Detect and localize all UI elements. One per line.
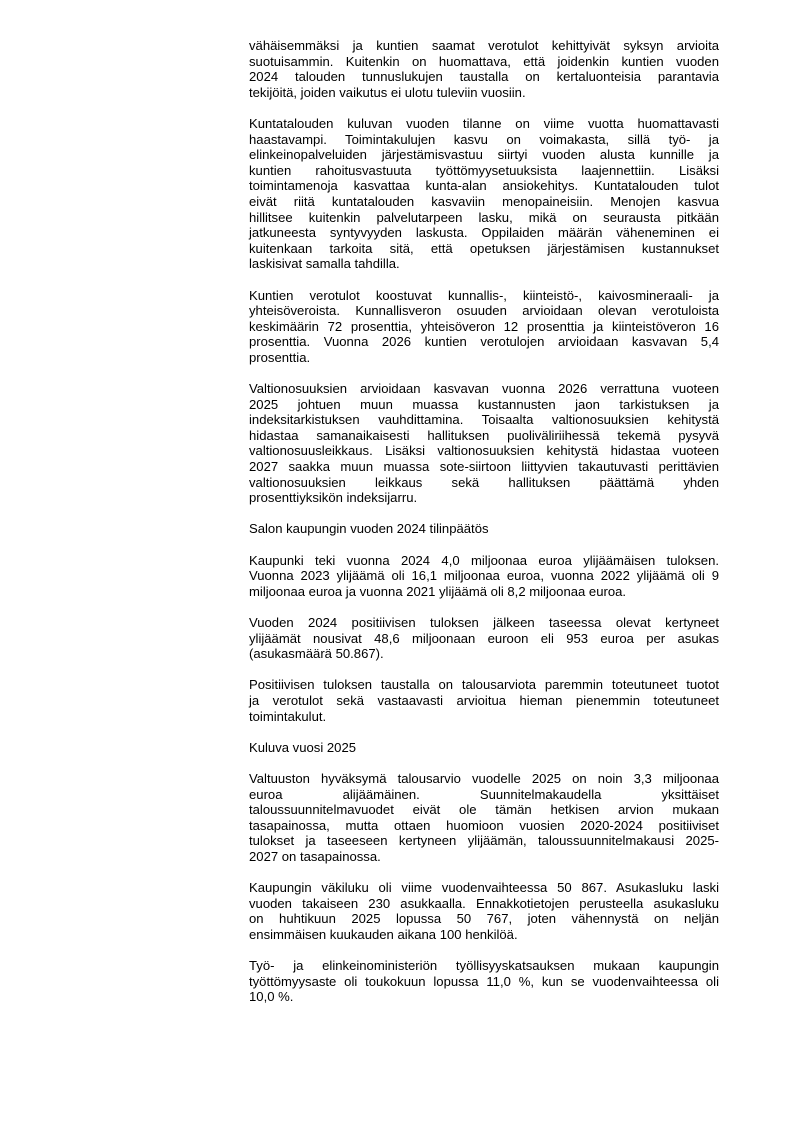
text-line: Kaupungin väkiluku oli viime vuodenvaihteessa 50 867. Asukasluku laski	[249, 880, 719, 896]
text-line: haastavampi. Toimintakulujen kasvu on voimakasta, sillä työ- ja	[249, 131, 719, 147]
text-line: miljoonaa euroa ja vuonna 2021 ylijäämä oli 8,2 miljoonaa euroa.	[249, 583, 627, 599]
paragraph	[249, 958, 719, 1005]
text-line: hillitsee kuitenkin palvelutarpeen lasku, mikä on seurausta pitkään	[249, 209, 719, 225]
text-line: 2027 saakka muun muassa sote-siirtoon liittyvien takautuvasti perittävien	[249, 459, 719, 475]
text-line: ylijäämät nousivat 48,6 miljoonaan euroon eli 953 euroa per asukas	[249, 630, 719, 646]
body-text-column	[249, 38, 719, 1020]
paragraph	[249, 771, 719, 865]
text-line: tulokset ja taseeseen kertyneen ylijäämän, taloussuunnitelmakausi 2025-	[249, 833, 719, 849]
text-line: hidastaa samanaikaisesti hallituksen puoliväliriihessä tekemä pysyvä	[249, 427, 719, 443]
text-line: prosenttiyksikön indeksijarru.	[249, 490, 418, 506]
text-line: Vuoden 2024 positiivisen tuloksen jälkeen taseessa olevat kertyneet	[249, 614, 719, 630]
text-line: Työ- ja elinkeinoministeriön työllisyyskatsauksen mukaan kaupungin	[249, 958, 719, 974]
text-line: toimintakulut.	[249, 708, 327, 724]
text-line: vähäisemmäksi ja kuntien saamat verotulot kehittyivät syksyn arvioita	[249, 38, 719, 53]
paragraph	[249, 381, 719, 506]
text-line: valtionosuuksien leikkaus sekä hallituksen päättämä yhden	[249, 474, 719, 490]
text-line: vuoden takaiseen 230 asukkaalla. Ennakkotietojen perusteella asukasluku	[249, 895, 719, 911]
paragraph	[249, 553, 719, 600]
text-line: Salon kaupungin vuoden 2024 tilinpäätös	[249, 521, 489, 537]
text-line: kuntien rahoitusvastuuta työttömyysetuuksista laajennettiin. Lisäksi	[249, 162, 719, 178]
text-line: on huhtikuun 2025 lopussa 50 767, joten vähennystä on neljän	[249, 911, 719, 927]
text-line: Positiivisen tuloksen taustalla on talousarviota paremmin toteutuneet tuotot	[249, 677, 719, 693]
text-line: yhteisöveroista. Kunnallisveron osuuden arvioidaan olevan verotuloista	[249, 303, 719, 319]
text-line: 2024 talouden tunnuslukujen taustalla on kertaluonteisia parantavia	[249, 69, 719, 85]
text-line: jatkuneesta syntyvyyden laskusta. Oppilaiden määrän väheneminen ei	[249, 225, 719, 241]
text-line: prosenttia.	[249, 349, 311, 365]
text-line: Kaupunki teki vuonna 2024 4,0 miljoonaa euroa ylijäämäisen tuloksen.	[249, 552, 719, 568]
paragraph	[249, 288, 719, 366]
text-line: taloussuunnitelmavuodet eivät ole tämän hetkisen arvion mukaan	[249, 802, 719, 818]
text-line: ensimmäisen kuukauden aikana 100 henkilöä.	[249, 926, 518, 942]
paragraph	[249, 677, 719, 724]
text-line: 2025 johtuen muun muassa kustannusten jaon tarkistuksen ja	[249, 396, 719, 412]
text-line: elinkeinopalveluiden järjestämisvastuu siirtyi vuoden alusta kunnille ja	[249, 147, 719, 163]
text-line: tekijöitä, joiden vaikutus ei ulotu tuleviin vuosiin.	[249, 84, 526, 100]
text-line: Kuluva vuosi 2025	[249, 739, 357, 755]
text-line: Valtionosuuksien arvioidaan kasvavan vuonna 2026 verrattuna vuoteen	[249, 381, 719, 397]
text-line: kuitenkaan tarkoita sitä, että opetuksen järjestämisen kustannukset	[249, 240, 719, 256]
text-line: Valtuuston hyväksymä talousarvio vuodelle 2025 on noin 3,3 miljoonaa	[249, 770, 719, 786]
text-line: tasapainossa, mutta ottaen huomioon vuosien 2020-2024 positiiviset	[249, 817, 719, 833]
text-line: indeksitarkistuksen vauhdittamina. Toisaalta valtionosuuksien kehitystä	[249, 412, 719, 428]
text-line: laskisivat samalla tahdilla.	[249, 256, 400, 272]
text-line: (asukasmäärä 50.867).	[249, 646, 384, 662]
section-heading	[249, 740, 719, 756]
text-line: suotuisammin. Kuitenkin on huomattava, että joidenkin kuntien vuoden	[249, 53, 719, 69]
text-line: ja verotulot sekä vastaavasti arvioitua hieman pienemmin toteutuneet	[249, 692, 719, 708]
text-line: Kuntatalouden kuluvan vuoden tilanne on viime vuotta huomattavasti	[249, 115, 719, 131]
text-line: eivät riitä kuntatalouden kasvaviin menopaineisiin. Menojen kasvua	[249, 193, 719, 209]
text-line: 10,0 %.	[249, 989, 294, 1005]
paragraph	[249, 615, 719, 662]
section-heading	[249, 521, 719, 537]
text-line: Vuonna 2023 ylijäämä oli 16,1 miljoonaa euroa, vuonna 2022 ylijäämä oli 9	[249, 568, 719, 584]
text-line: euroa alijäämäinen. Suunnitelmakaudella yksittäiset	[249, 786, 719, 802]
text-line: Kuntien verotulot koostuvat kunnallis-, kiinteistö-, kaivosmineraali- ja	[249, 287, 719, 303]
text-line: keskimäärin 72 prosenttia, yhteisöveron 12 prosenttia ja kiinteistöveron 16	[249, 318, 719, 334]
paragraph	[249, 880, 719, 942]
text-line: työttömyysaste oli toukokuun lopussa 11,0 %, kun se vuodenvaihteessa oli	[249, 973, 719, 989]
text-line: valtionosuusleikkaus. Lisäksi valtionosuuksien kehitystä hidastaa vuoteen	[249, 443, 719, 459]
paragraph	[249, 116, 719, 272]
text-line: toimintamenoja kasvattaa kunta-alan ansiokehitys. Kuntatalouden tulot	[249, 178, 719, 194]
paragraph	[249, 38, 719, 100]
text-line: prosenttia. Vuonna 2026 kuntien verotulojen arvioidaan kasvavan 5,4	[249, 334, 719, 350]
text-line: 2027 on tasapainossa.	[249, 848, 381, 864]
